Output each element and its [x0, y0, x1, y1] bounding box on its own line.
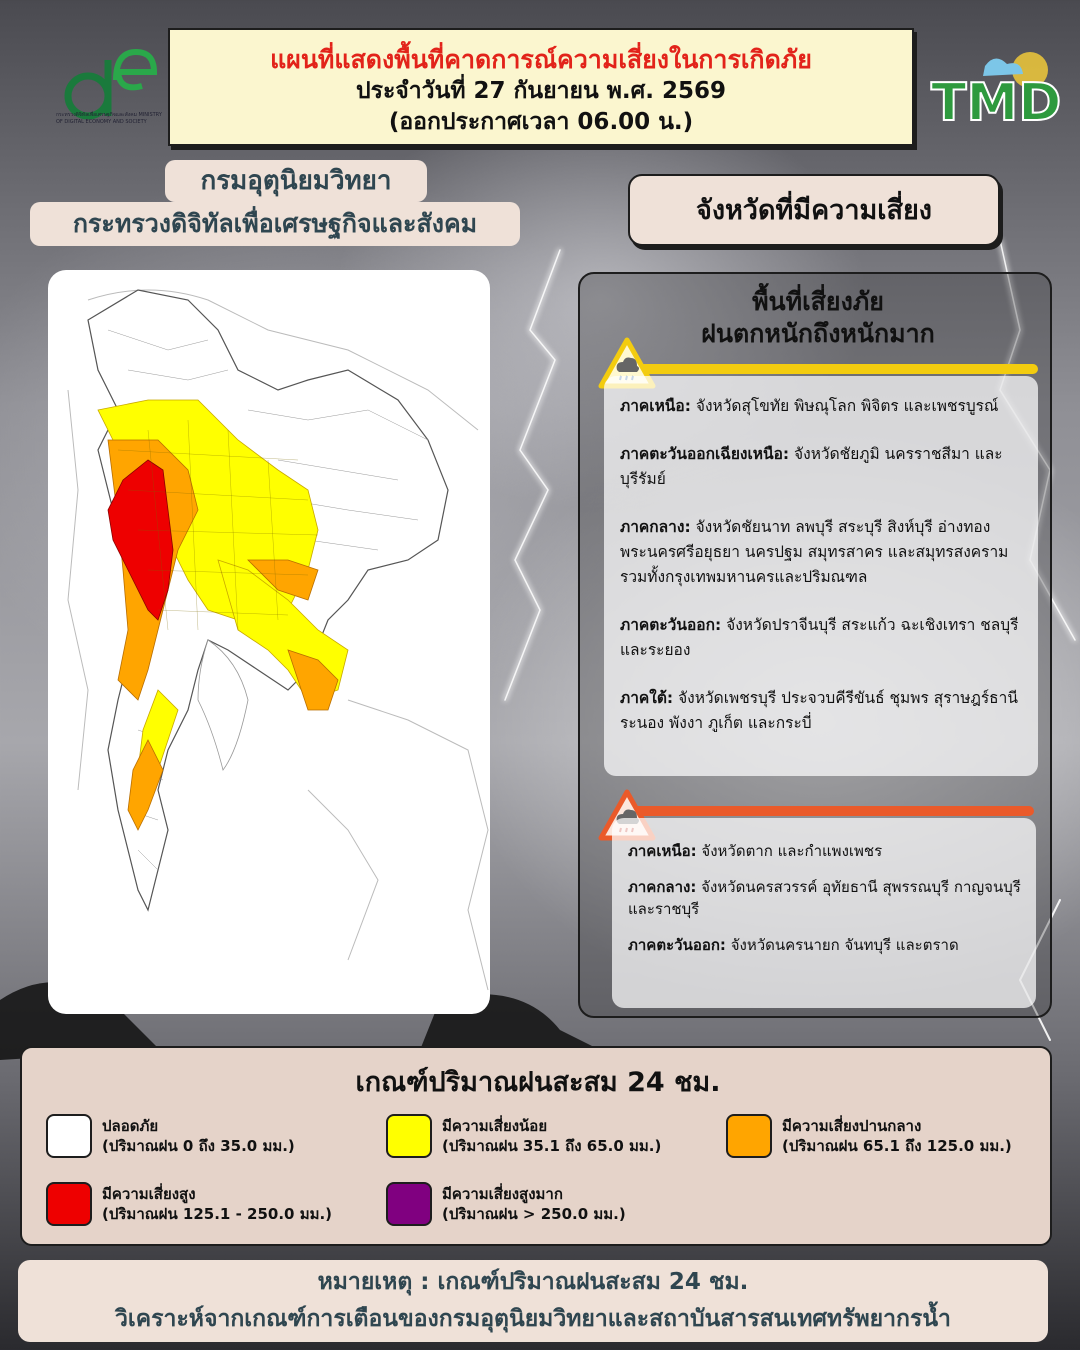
page-title: แผนที่แสดงพื้นที่คาดการณ์ความเสี่ยงในการเกิดภัย: [270, 45, 812, 74]
region-provinces: จังหวัดชัยภูมิ นครราชสีมา และบุรีรัมย์: [620, 445, 1003, 488]
map-svg: [48, 270, 490, 1014]
legend-title: เกณฑ์ปริมาณฝนสะสม 24 ชม.: [355, 1067, 721, 1098]
legend-item-high: [46, 1182, 376, 1230]
region-name: ภาคกลาง:: [628, 878, 697, 896]
title-banner: [168, 28, 914, 146]
legend-range: (ปริมาณฝน 65.1 ถึง 125.0 มม.): [782, 1137, 1012, 1155]
rainfall-legend: [20, 1046, 1052, 1246]
region-entry: [628, 876, 1024, 920]
region-name: ภาคเหนือ:: [628, 842, 697, 860]
ministry-name: กระทรวงดิจิทัลเพื่อเศรษฐกิจและสังคม: [30, 202, 520, 246]
region-provinces: จังหวัดปราจีนบุรี สระแก้ว ฉะเชิงเทรา ชลบุรี และระยอง: [620, 616, 1019, 659]
legend-label: มีความเสี่ยงปานกลาง: [782, 1117, 922, 1135]
note-line2: วิเคราะห์จากเกณฑ์การเตือนของกรมอุตุนิยมวิทยาและสถาบันสารสนเทศทรัพยากรน้ำ: [115, 1306, 951, 1332]
legend-label: มีความเสี่ยงน้อย: [442, 1117, 548, 1135]
high-risk-box: [612, 818, 1036, 1008]
high-risk-bar: [628, 806, 1034, 816]
tmd-logo-icon: [925, 40, 1065, 135]
region-name: ภาคเหนือ:: [620, 397, 691, 415]
region-entry: [620, 442, 1024, 492]
legend-item-very-high: [386, 1182, 716, 1230]
region-entry: [620, 515, 1024, 590]
region-provinces: จังหวัดนครนายก จันทบุรี และตราด: [730, 936, 959, 954]
date-line: ประจำวันที่ 27 กันยายน พ.ศ. 2569: [355, 78, 727, 104]
region-entry: [620, 394, 1024, 419]
region-provinces: จังหวัดนครสวรรค์ อุทัยธานี สุพรรณบุรี กาญจนบุรี และราชบุรี: [628, 878, 1021, 918]
hazard-line2: ฝนตกหนักถึงหนักมาก: [701, 319, 935, 348]
legend-label: มีความเสี่ยงสูง: [102, 1185, 196, 1203]
region-name: ภาคใต้:: [620, 689, 674, 707]
legend-swatch: [386, 1182, 432, 1226]
legend-swatch: [46, 1182, 92, 1226]
legend-range: (ปริมาณฝน 35.1 ถึง 65.0 มม.): [442, 1137, 662, 1155]
hazard-line1: พื้นที่เสี่ยงภัย: [752, 287, 884, 316]
tmd-logo-text: TMD: [931, 73, 1062, 133]
legend-range: (ปริมาณฝน 125.1 - 250.0 มม.): [102, 1205, 333, 1223]
legend-range: (ปริมาณฝน 0 ถึง 35.0 มม.): [102, 1137, 295, 1155]
region-entry: [620, 686, 1024, 736]
legend-label: มีความเสี่ยงสูงมาก: [442, 1185, 563, 1203]
agency-name: กรมอุตุนิยมวิทยา: [165, 160, 427, 202]
region-provinces: จังหวัดสุโขทัย พิษณุโลก พิจิตร และเพชรบูรณ์: [695, 397, 999, 415]
hazard-heading: [608, 286, 1028, 350]
legend-item-safe: [46, 1114, 366, 1162]
legend-swatch: [386, 1114, 432, 1158]
de-logo-caption: กระทรวงดิจิทัลเพื่อเศรษฐกิจและสังคม MINISTRY OF DIGITAL ECONOMY AND SOCIETY: [56, 112, 162, 125]
footnote: [18, 1260, 1048, 1342]
region-entry: [628, 934, 1024, 956]
region-name: ภาคกลาง:: [620, 518, 691, 536]
region-name: ภาคตะวันออก:: [628, 936, 726, 954]
issue-time: (ออกประกาศเวลา 06.00 น.): [388, 109, 694, 135]
legend-item-low: [386, 1114, 716, 1162]
agency-label: [30, 160, 520, 250]
region-provinces: จังหวัดเพชรบุรี ประจวบคีรีขันธ์ ชุมพร สุราษฎร์ธานี ระนอง พังงา ภูเก็ต และกระบี่: [620, 689, 1018, 732]
low-risk-box: [604, 376, 1038, 776]
legend-swatch: [46, 1114, 92, 1158]
legend-item-medium: [726, 1114, 1046, 1162]
low-risk-bar: [628, 364, 1038, 374]
risk-provinces-heading: จังหวัดที่มีความเสี่ยง: [628, 174, 1000, 246]
legend-range: (ปริมาณฝน > 250.0 มม.): [442, 1205, 626, 1223]
region-name: ภาคตะวันออก:: [620, 616, 722, 634]
region-entry: [628, 840, 1024, 862]
region-provinces: จังหวัดตาก และกำแพงเพชร: [701, 842, 883, 860]
region-provinces: จังหวัดชัยนาท ลพบุรี สระบุรี สิงห์บุรี อ่างทอง พระนครศรีอยุธยา นครปฐม สมุทรสาคร และสมุทรสงคราม รวมทั้งกรุงเทพมหานครและปริมณฑล: [620, 518, 1009, 586]
legend-label: ปลอดภัย: [102, 1117, 159, 1135]
thailand-risk-map: [48, 270, 490, 1014]
region-entry: [620, 613, 1024, 663]
legend-swatch: [726, 1114, 772, 1158]
region-name: ภาคตะวันออกเฉียงเหนือ:: [620, 445, 790, 463]
note-line1: หมายเหตุ : เกณฑ์ปริมาณฝนสะสม 24 ชม.: [317, 1269, 749, 1295]
